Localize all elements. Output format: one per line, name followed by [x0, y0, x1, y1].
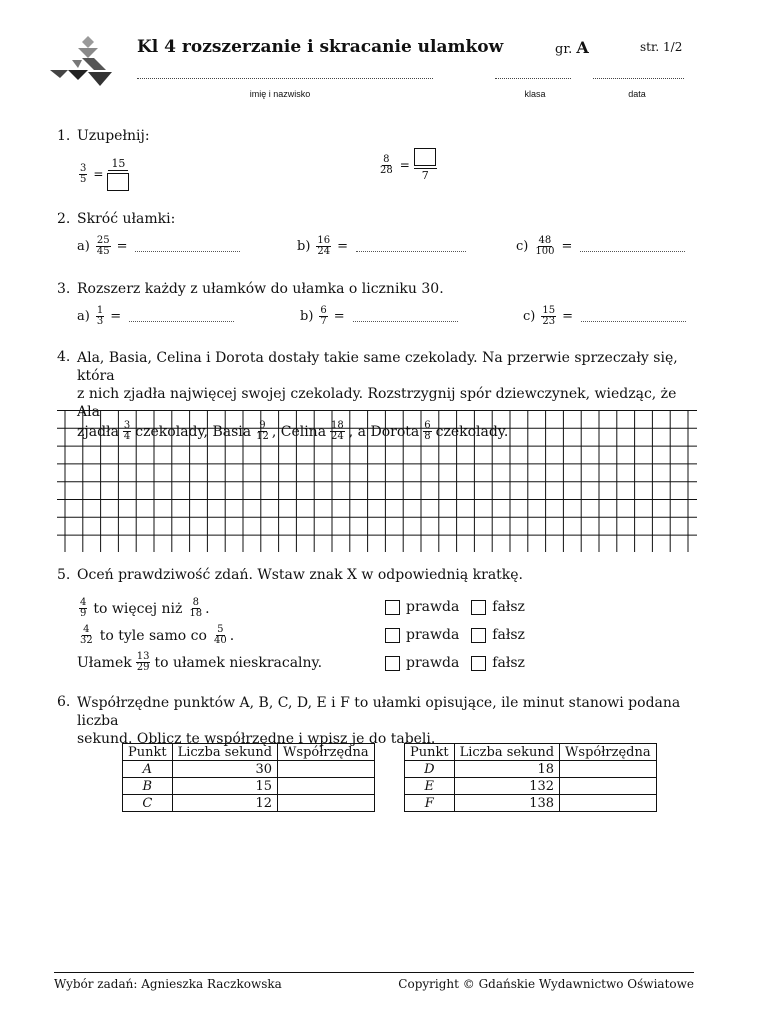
group-label: gr. [555, 42, 573, 57]
question-2 [57, 211, 175, 227]
q5-answer-2: prawda fałsz [385, 627, 525, 643]
publisher-logo [48, 34, 114, 88]
answer-box[interactable] [107, 173, 129, 191]
q5-answer-3: prawda fałsz [385, 655, 525, 671]
answer-grid[interactable] [57, 410, 697, 552]
answer-line[interactable] [129, 311, 234, 322]
question-number: 3. [57, 281, 71, 297]
q5-statement-1: $\frac{4}{9}$ to więcej niż $\frac{8}{18}$ . [80, 597, 210, 619]
q2-item-a: a) $\frac{25}{45}$ = [77, 236, 240, 257]
column-header: Liczba sekund [454, 744, 559, 761]
q1-item-a: $\frac{3}{5}$ = 15 [77, 157, 129, 191]
page-number: str. 1/2 [640, 40, 683, 54]
q5-answer-1: prawda fałsz [385, 599, 525, 615]
table-row: E 132 [405, 778, 657, 795]
question-4-number: 4. [57, 349, 71, 365]
false-checkbox[interactable] [471, 600, 486, 615]
q2-item-c: c) $\frac{48}{100}$ = [516, 236, 685, 257]
table-row: A 30 [123, 761, 375, 778]
column-header: Współrzędna [560, 744, 657, 761]
question-text: Skróć ułamki: [77, 211, 176, 227]
page-title: Kl 4 rozszerzanie i skracanie ulamkow [137, 37, 504, 57]
answer-cell[interactable] [278, 778, 375, 795]
name-label: imię i nazwisko [249, 89, 311, 99]
group-value: A [576, 38, 589, 57]
question-6-number: 6. [57, 694, 71, 710]
question-number: 5. [57, 567, 71, 583]
false-checkbox[interactable] [471, 628, 486, 643]
answer-cell[interactable] [560, 778, 657, 795]
answer-line[interactable] [353, 311, 458, 322]
question-5 [57, 567, 523, 583]
question-text: Rozszerz każdy z ułamków do ułamka o liczniku 30. [77, 281, 444, 297]
answer-line[interactable] [581, 311, 686, 322]
fraction-with-blank: 15 [107, 157, 129, 191]
answer-cell[interactable] [278, 761, 375, 778]
name-field[interactable] [137, 78, 433, 79]
answer-cell[interactable] [560, 761, 657, 778]
group-indicator [555, 38, 589, 57]
answer-line[interactable] [135, 241, 240, 252]
q1-item-b: $\frac{8}{28}$ = 7 [377, 148, 437, 182]
question-6-text: Współrzędne punktów A, B, C, D, E i F to ułamki opisujące, ile minut stanowi podana liczba sekund. Oblicz te współrzędne i wpisz je do tabeli. [77, 695, 681, 747]
true-checkbox[interactable] [385, 600, 400, 615]
fraction-with-blank: 7 [414, 148, 437, 182]
question-4-text: Ala, Basia, Celina i Dorota dostały takie same czekolady. Na przerwie sprzeczały się, która z nich zjadła najwięcej swojej czekolady. Rozstrzygnij spór dziewczynek, wiedząc, że Ala zjadła $\frac{3}{4}$ czekolady, Basia $\frac{9}{12}$ , Celina $\frac{18}{24}$ , a Dorota $\frac{6}{8}$ czekolady. [77, 350, 678, 442]
q3-item-c: c) $\frac{15}{23}$ = [523, 306, 686, 327]
footer-divider [54, 972, 694, 973]
q2-item-b: b) $\frac{16}{24}$ = [297, 236, 466, 257]
table-row: B 15 [123, 778, 375, 795]
question-number: 1. [57, 128, 71, 144]
footer-copyright: Copyright © Gdańskie Wydawnictwo Oświatowe [398, 977, 694, 991]
coordinates-table-1 [122, 743, 375, 812]
answer-cell[interactable] [560, 795, 657, 812]
true-checkbox[interactable] [385, 656, 400, 671]
answer-line[interactable] [356, 241, 466, 252]
q5-statement-3: Ułamek $\frac{13}{29}$ to ułamek nieskracalny. [77, 651, 323, 673]
q3-item-a: a) $\frac{1}{3}$ = [77, 306, 234, 327]
answer-cell[interactable] [278, 795, 375, 812]
true-checkbox[interactable] [385, 628, 400, 643]
footer-author: Wybór zadań: Agnieszka Raczkowska [54, 977, 282, 991]
table-row: F 138 [405, 795, 657, 812]
fraction: $\frac{3}{5}$ [80, 162, 87, 185]
column-header: Punkt [123, 744, 173, 761]
column-header: Liczba sekund [172, 744, 277, 761]
table-row: C 12 [123, 795, 375, 812]
question-number: 2. [57, 211, 71, 227]
column-header: Współrzędna [278, 744, 375, 761]
coordinates-table-2 [404, 743, 657, 812]
false-checkbox[interactable] [471, 656, 486, 671]
question-3 [57, 281, 444, 297]
date-field[interactable] [593, 78, 684, 79]
class-field[interactable] [495, 78, 571, 79]
q5-statement-2: $\frac{4}{32}$ to tyle samo co $\frac{5}{40}$ . [80, 624, 235, 646]
question-1 [57, 128, 150, 144]
q3-item-b: b) $\frac{6}{7}$ = [300, 306, 458, 327]
question-text: Oceń prawdziwość zdań. Wstaw znak X w odpowiednią kratkę. [77, 567, 524, 583]
answer-line[interactable] [580, 241, 685, 252]
table-row: D 18 [405, 761, 657, 778]
column-header: Punkt [405, 744, 455, 761]
fraction: $\frac{8}{28}$ [380, 153, 393, 176]
answer-box[interactable] [414, 148, 436, 166]
date-label: data [628, 89, 646, 99]
question-text: Uzupełnij: [77, 128, 150, 144]
class-label: klasa [524, 89, 546, 99]
